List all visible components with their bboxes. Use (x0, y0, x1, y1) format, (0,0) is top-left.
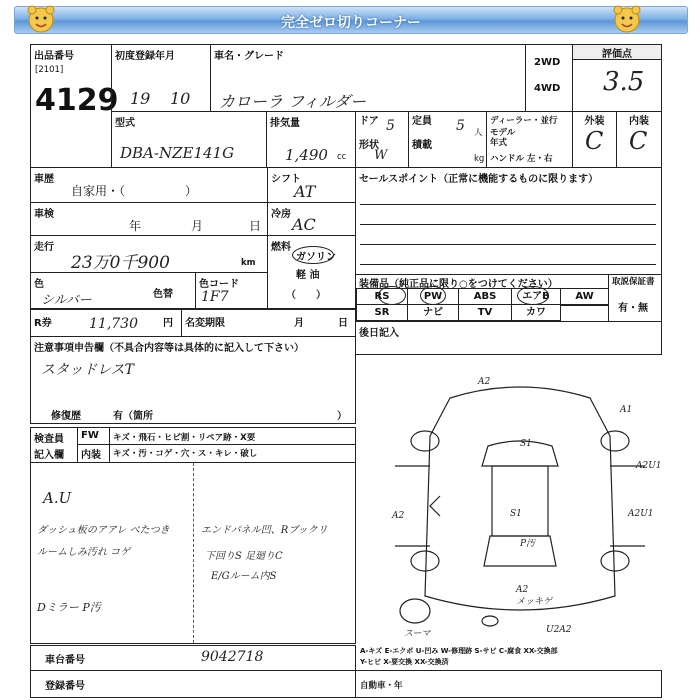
chassis-label: 車台番号 (45, 655, 85, 666)
equip-tv: TV (458, 304, 512, 321)
model-value: DBA-NZE141G (120, 144, 235, 162)
equip-blank (560, 304, 609, 306)
name-change-day: 日 (338, 318, 348, 329)
equip-navi: ナビ (407, 304, 459, 321)
equip-aw: AW (560, 288, 609, 305)
grade-label: 評価点 (573, 45, 661, 60)
grade-box (572, 44, 662, 168)
repair-value: 有（箇所 (113, 411, 153, 422)
fuel-gasoline: ガソリン (296, 252, 336, 263)
sales-points-box (355, 167, 662, 275)
first-reg-box (111, 44, 211, 112)
mileage-value: 23万0千900 (71, 253, 170, 273)
first-reg-label: 初度登録年月 (115, 51, 175, 62)
car-name-box (210, 44, 526, 112)
mark-right-1: A2U1 (636, 461, 662, 471)
aircon-box (267, 202, 356, 236)
first-reg-year: 19 (130, 89, 151, 108)
post-day-label: 後日記入 (359, 328, 399, 339)
footer-label: 自動車・年 (360, 681, 403, 691)
car-diagram (370, 366, 670, 651)
mark-front-right: A1 (620, 405, 633, 415)
fuel-box (267, 235, 356, 309)
shift-box (267, 167, 356, 203)
name-change-month: 月 (294, 318, 304, 329)
mileage-label: 走行 (34, 242, 54, 253)
model-year-label: モデル (490, 128, 516, 138)
entry-label: 記入欄 (34, 450, 64, 461)
ext-grade-value: C (585, 127, 604, 155)
drive-box (525, 44, 573, 112)
color-label: 色 (34, 279, 44, 290)
capacity-value: 5 (456, 118, 465, 134)
year-label: 年式 (490, 138, 508, 148)
displacement-unit: cc (337, 152, 347, 162)
color-value: シルバー (41, 293, 92, 308)
fw-items: キズ・飛石・ヒビ割・リペア跡・X要 (113, 433, 256, 443)
int-grade-label: 内装 (617, 111, 661, 127)
equip-airbag: エアB (511, 288, 561, 305)
comment-right-2: 下回りS 足廻りC (205, 551, 283, 562)
doors-capacity-box (355, 111, 487, 168)
shape-label: 形状 (359, 140, 379, 151)
equip-pw: PW (407, 288, 459, 305)
recycle-box (30, 309, 182, 337)
manual-label: 取説保証書 (612, 277, 655, 287)
mark-plating: メッキゲ (516, 597, 553, 607)
color-code-label: 色コード (199, 279, 239, 290)
int-grade-value: C (629, 127, 648, 155)
interior-label: 内装 (81, 450, 101, 461)
mark-spare: スーマ (404, 629, 431, 639)
equip-leather: カワ (511, 304, 561, 321)
capacity-label: 定員 (412, 116, 432, 127)
equip-sr: SR (356, 304, 408, 321)
mark-rear: P汚 (520, 539, 536, 549)
displacement-box (266, 111, 356, 168)
mark-right-2: A2U1 (628, 509, 654, 519)
comment-right-1: エンドパネル凹、Rブックリ (201, 525, 328, 536)
lot-box (30, 44, 119, 168)
manual-value: 有・無 (618, 303, 648, 314)
usage-value: 自家用・（ ） (71, 184, 198, 198)
comment-left-2: ダッシュ板のアアレ べたつき (37, 525, 170, 536)
footer-box (355, 670, 662, 698)
mark-body: S1 (510, 509, 522, 519)
car-name-value: カローラ フィルダー (219, 92, 367, 111)
ext-grade-label: 外装 (573, 111, 617, 127)
repair-close: ） (337, 411, 347, 422)
banner (14, 6, 688, 34)
recycle-unit: 円 (163, 318, 173, 329)
notes-label: 注意事項申告欄（不具合内容等は具体的に記入して下さい） (34, 343, 304, 354)
shape-value: W (374, 148, 388, 163)
drive-4wd: 4WD (534, 83, 561, 94)
notes-text: スタッドレスT (41, 362, 134, 378)
shift-value: AT (294, 182, 316, 201)
load-unit: kg (474, 154, 485, 164)
aircon-value: AC (292, 215, 316, 234)
comment-right-3: E/Gルーム内S (211, 571, 277, 582)
mark-front: A2 (478, 377, 491, 387)
comment-left-5: Dミラー P汚 (37, 601, 101, 614)
bear-mascot-icon (26, 4, 56, 34)
doors-value: 5 (386, 118, 395, 134)
displacement-label: 排気量 (270, 118, 300, 129)
aircon-label: 冷房 (271, 209, 291, 220)
grade-score: 3.5 (603, 67, 645, 97)
displacement-value: 1,490 (285, 146, 328, 164)
mark-bumper: A2 (516, 585, 529, 595)
fw-label: FW (81, 430, 99, 441)
int-items: キズ・汚・コゲ・穴・ス・キレ・破し (113, 449, 258, 459)
dealer-box (486, 111, 573, 168)
model-box (111, 111, 267, 168)
lot-number: 4129 (35, 83, 119, 118)
mark-roof: S1 (520, 439, 532, 449)
post-day-box (355, 321, 662, 355)
mark-left: A2 (392, 511, 405, 521)
inspection-day-unit: 日 (249, 219, 262, 233)
load-label: 積載 (412, 140, 432, 151)
auction-code: [2101] (35, 65, 64, 75)
comment-left-3: ルームしみ汚れ コゲ (37, 547, 131, 558)
comment-left-1: A.U (43, 489, 72, 507)
first-reg-month: 10 (170, 89, 191, 108)
fuel-label: 燃料 (271, 242, 291, 253)
dealer-label: ディーラー・並行 (490, 116, 558, 126)
mileage-unit: km (241, 258, 256, 268)
handle-label: ハンドル 左・右 (490, 154, 553, 164)
usage-box (30, 167, 268, 203)
color-box (30, 272, 268, 309)
equip-rs: RS (356, 288, 408, 305)
color-change-label: 色替 (153, 289, 173, 300)
sales-points-label: セールスポイント（正常に機能するものに限ります） (359, 174, 599, 185)
banner-title: 完全ゼロ切りコーナー (281, 15, 421, 31)
legend-line-1: A-キズ E-エクボ U-凹み W-修理跡 S-サビ C-腐食 XX-交換部 (360, 647, 558, 655)
equip-abs: ABS (458, 288, 512, 305)
mileage-box (30, 235, 268, 273)
inspector-box (30, 427, 356, 463)
bear-mascot-icon (612, 4, 642, 34)
inspection-year-unit: 年 (129, 219, 142, 233)
repair-label: 修復歴 (51, 411, 81, 422)
chassis-box (30, 645, 356, 671)
capacity-unit: 人 (474, 128, 483, 138)
registration-box (30, 670, 356, 698)
inspection-month-unit: 月 (191, 219, 204, 233)
model-label: 型式 (115, 118, 135, 129)
usage-label: 車歴 (34, 174, 54, 185)
fuel-diesel: 軽 油 (296, 270, 320, 281)
legend-line-2: Y-ヒビ X-要交換 XX-交換済 (360, 658, 449, 666)
doors-label: ドア (359, 116, 379, 127)
header-bar (0, 0, 700, 40)
mark-rear-corner: U2A2 (546, 625, 572, 635)
equipment-label: 装備品（純正品に限り○をつけてください） (359, 279, 558, 290)
fuel-other: （ ） (286, 290, 326, 301)
recycle-value: 11,730 (89, 316, 138, 332)
lot-label: 出品番号 (34, 51, 74, 62)
recycle-label: R券 (34, 318, 52, 329)
inspection-box (30, 202, 268, 236)
name-change-box (181, 309, 356, 337)
shift-label: シフト (271, 174, 301, 185)
registration-label: 登録番号 (45, 681, 85, 692)
inspector-label: 検査員 (34, 434, 64, 445)
drive-2wd: 2WD (534, 57, 561, 68)
notes-box (30, 336, 356, 424)
inspection-label: 車検 (34, 209, 54, 220)
color-code-value: 1F7 (201, 289, 229, 305)
name-change-label: 名変期限 (185, 318, 225, 329)
comments-box (30, 462, 356, 644)
chassis-value: 9042718 (201, 649, 264, 665)
car-name-label: 車名・グレード (214, 51, 284, 62)
